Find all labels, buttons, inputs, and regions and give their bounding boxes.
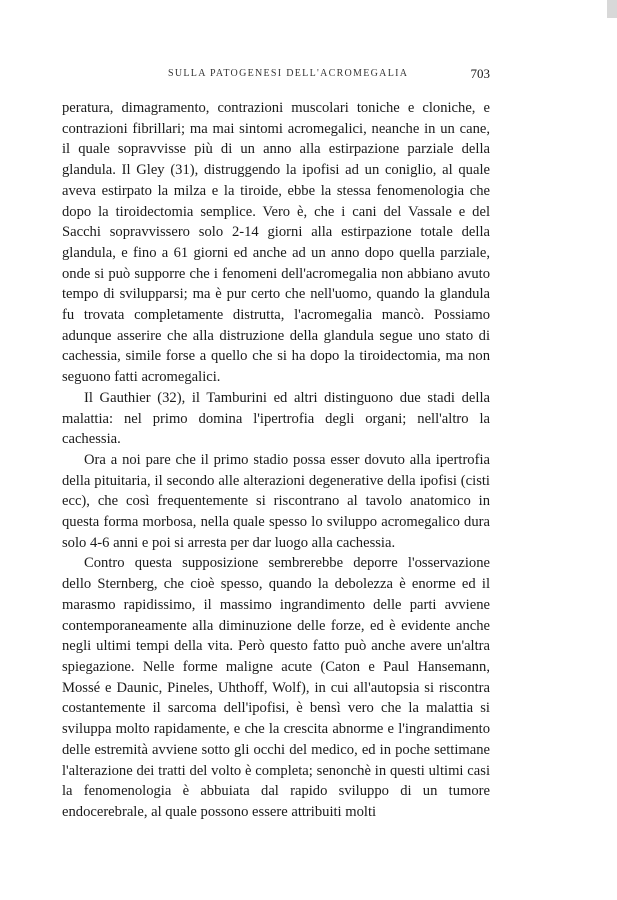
body-text [62,98,490,823]
page-number: 703 [470,66,490,81]
paragraph-stadio: Ora a noi pare che il primo stadio possa esser dovuto alla ipertrofia della pituitaria, il secondo alle alterazioni degenerative della ipofisi (cisti ecc), che così frequentemente si riscontrano al tavolo anatomico in questa forma morbosa, nella quale spesso lo sviluppo acromegalico dura solo 4-6 anni e poi si arresta per dar luogo alla cachessia. [62,451,490,551]
page-header [58,66,490,82]
paragraph-contro: Contro questa supposizione sembrerebbe deporre l'osservazione dello Sternberg, che cioè spesso, quando la debolezza è enorme ed il marasmo rapidissimo, il massimo ingrandimento delle parti avviene contemporaneamente alla diminuzione delle forze, ed è evidente anche negli ultimi tempi della vita. Però questo fatto può anche avere un'altra spiegazione. Nelle forme maligne acute (Caton e Paul Hansemann, Mossé e Daunic, Pineles, Uhthoff, Wolf), in cui all'autopsia si riscontra costantemente il sarcoma dell'ipofisi, è bensì vero che la malattia si sviluppa molto rapidamente, e che la crescita abnorme e l'ingrandimento delle estremità avviene sotto gli occhi del medico, ed in poche settimane l'alterazione dei tratti del volto è completa; senonchè in questi ultimi casi la fenomenologia è abbuiata dal rapido sviluppo di un tumore endocerebrale, al quale possono essere attribuiti molti [62,555,490,820]
scan-edge-mark [607,0,617,18]
paragraph-gauthier: Il Gauthier (32), il Tamburini ed altri distinguono due stadi della malattia: nel primo domina l'ipertrofia degli organi; nell'altro la cachessia. [62,389,490,448]
running-head: SULLA PATOGENESI DELL'ACROMEGALIA [168,68,409,79]
paragraph-continued: peratura, dimagramento, contrazioni muscolari toniche e cloniche, e contrazioni fibrillari; ma mai sintomi acromegalici, neanche in un cane, il quale sopravvisse più di un anno alla estirpazione parziale della glandula. Il Gley (31), distruggendo la ipofisi ad un coniglio, al quale aveva estirpato la milza e la tiroide, ebbe la stessa fenomenologia che dopo la tiroidectomia semplice. Vero è, che i cani del Vassale e del Sacchi sopravvissero solo 2-14 giorni alla estirpazione totale della glandula, e fino a 61 giorni ed anche ad un anno dopo quella parziale, onde si può supporre che i fenomeni dell'acromegalia non abbiano avuto tempo di svilupparsi; ma è pur certo che nell'uomo, quando la glandula fu trovata completamente distrutta, l'acromegalia mancò. Possiamo adunque asserire che alla distruzione della glandula segue uno stato di cachessia, simile forse a quello che si ha dopo la tiroidectomia, ma non seguono fatti acromegalici. [62,100,490,386]
